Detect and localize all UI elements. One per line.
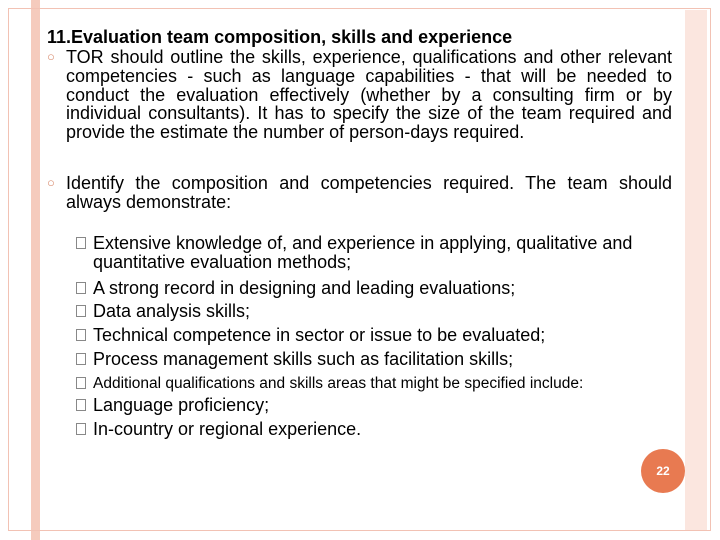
bullet-text: Identify the composition and competencies required. The team should always demonstrate:	[66, 173, 672, 212]
circle-bullet-icon: ○	[47, 49, 55, 64]
checkbox-bullet-icon	[76, 329, 86, 341]
sub-bullet-item	[76, 326, 676, 345]
sub-bullet-text: Additional qualifications and skills areas that might be specified include:	[93, 375, 584, 392]
page-number-badge: 22	[641, 449, 685, 493]
sub-bullet-item	[76, 279, 676, 298]
circle-bullet-icon: ○	[47, 175, 55, 190]
sub-bullet-text: Data analysis skills;	[93, 301, 251, 321]
checkbox-bullet-icon	[76, 282, 86, 294]
sub-bullet-text: Extensive knowledge of, and experience in applying, qualitative and quantitative evaluation methods;	[93, 233, 633, 272]
sub-bullet-text: In-country or regional experience.	[93, 419, 362, 439]
bullet-item	[47, 174, 672, 212]
sub-bullet-item	[76, 374, 676, 393]
sub-bullet-text: Language proficiency;	[93, 395, 270, 415]
checkbox-bullet-icon	[76, 423, 86, 435]
sub-bullet-item	[76, 350, 676, 369]
checkbox-bullet-icon	[76, 377, 86, 389]
checkbox-bullet-icon	[76, 399, 86, 411]
sub-bullet-text: Technical competence in sector or issue to be evaluated;	[93, 325, 546, 345]
sub-bullet-item	[76, 234, 676, 272]
checkbox-bullet-icon	[76, 353, 86, 365]
sub-bullet-text: A strong record in designing and leading evaluations;	[93, 278, 516, 298]
checkbox-bullet-icon	[76, 237, 86, 249]
bullet-item	[47, 48, 672, 142]
sub-bullet-item	[76, 420, 676, 439]
sub-bullet-item	[76, 302, 676, 321]
sub-bullet-text: Process management skills such as facilitation skills;	[93, 349, 514, 369]
bullet-text: TOR should outline the skills, experience, qualifications and other relevant competencies - such as language capabilities - that will be needed to conduct the evaluation effectively (whether by a consulting firm or by individual consultants). It has to specify the size of the team required and provide the estimate the number of person-days required.	[66, 47, 672, 143]
checkbox-bullet-icon	[76, 305, 86, 317]
slide-title: 11.Evaluation team composition, skills and experience	[47, 27, 513, 47]
sub-bullet-item	[76, 396, 676, 415]
